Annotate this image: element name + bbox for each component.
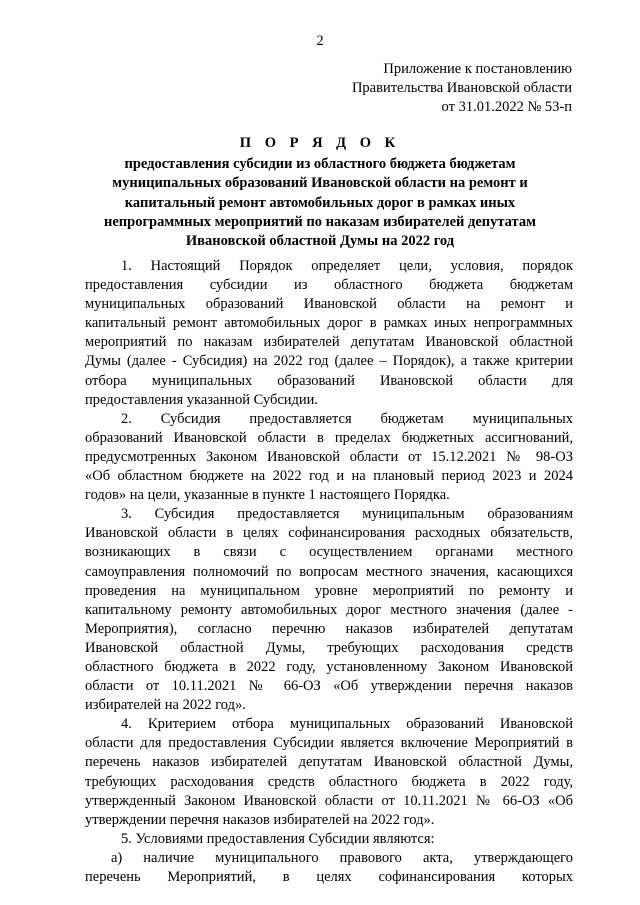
body-line: перечень Мероприятий, в целях софинансирования которых [85,869,573,885]
body-line: Ивановской областной Думы, требующих расходования средств [85,639,573,656]
body-line: мероприятий по наказам избирателей депутатам Ивановской областной [85,334,573,351]
body-line: предусмотренных Законом Ивановской области от 15.12.2021 № 98-ОЗ [85,448,573,465]
body-line: самоуправления полномочий по вопросам местного значения, касающихся [85,563,573,580]
body-line: Думы (далее - Субсидия) на 2022 год (далее – Порядок), а также критерии [85,353,573,370]
subtitle-line: Ивановской областной Думы на 2022 год [185,233,455,250]
subtitle-line: непрограммных мероприятий по наказам избирателей депутатам [104,213,536,230]
document-body [85,257,573,887]
body-line: 2. Субсидия предоставляется бюджетам муниципальных [121,410,573,427]
body-line: «Об областном бюджете на 2022 год и на плановый период 2023 и 2024 [85,468,573,485]
document-title: П О Р Я Д О К [239,135,401,151]
body-line: утверждении перечня наказов избирателей на 2022 год». [85,811,435,828]
body-line: 4. Критерием отбора муниципальных образований Ивановской [121,716,573,733]
body-line: предоставления указанной Субсидии. [85,391,319,408]
subtitle-line: капитальный ремонт автомобильных дорог в рамках иных [124,194,516,211]
body-line: требующих расходования средств областного бюджета в 2022 году, [85,773,573,790]
body-line: образований Ивановской области в пределах бюджетных ассигнований, [85,429,573,446]
body-line: Мероприятия), согласно перечню наказов избирателей депутатам [85,620,573,637]
body-line: предоставления субсидии из областного бюджета бюджетам [85,277,573,294]
body-line: перечень наказов избирателей депутатам Ивановской областной Думы, [85,754,573,771]
page-number: 2 [316,33,324,49]
body-line: утвержденный Законом Ивановской области от 10.11.2021 № 66-ОЗ «Об [85,792,573,809]
appendix-line: Правительства Ивановской области [351,80,572,97]
subtitle-line: предоставления субсидии из областного бюджета бюджетам [124,156,516,172]
document-subtitle [90,155,550,251]
body-line: областного бюджета в 2022 году, установленному Законом Ивановской [85,658,573,675]
body-line: муниципальных образований Ивановской области на ремонт и [85,296,573,313]
body-line: 3. Субсидия предоставляется муниципальным образованиям [121,506,573,523]
body-line: области от 10.11.2021 № 66-ОЗ «Об утверждении перечня наказов [85,678,573,695]
body-line: возникающих в связи с осуществлением органами местного [85,544,573,561]
body-line: капитальный ремонт автомобильных дорог в рамках иных непрограммных [85,315,573,332]
body-line: капитальному ремонту автомобильных дорог местного значения (далее - [85,601,573,618]
body-line: проведения на муниципальном уровне мероприятий по ремонту и [85,582,573,599]
body-line: избирателей на 2022 год». [85,697,246,714]
body-line: области для предоставления Субсидии является включение Мероприятий в [85,735,573,752]
appendix-line: от 31.01.2022 № 53-п [441,99,572,116]
appendix-line: Приложение к постановлению [383,61,572,77]
body-line: отбора муниципальных образований Ивановской области для [85,372,573,389]
body-line: 5. Условиями предоставления Субсидии являются: [121,830,435,847]
body-line: а) наличие муниципального правового акта, утверждающего [111,849,573,866]
body-line: годов» на цели, указанные в пункте 1 настоящего Порядка. [85,487,450,504]
body-line: 1. Настоящий Порядок определяет цели, условия, порядок [121,258,573,274]
subtitle-line: муниципальных образований Ивановской области на ремонт и [112,175,528,192]
appendix-note [352,60,572,118]
body-line: Ивановской области в целях софинансирования расходных обязательств, [85,525,573,542]
